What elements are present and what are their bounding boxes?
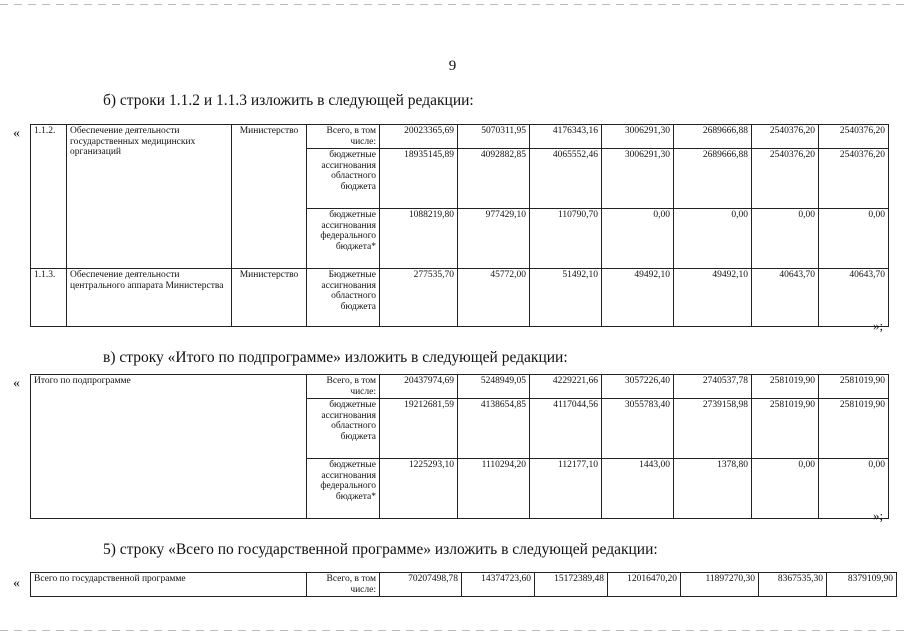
row-label: Всего, в том числе: — [307, 125, 380, 149]
cell-value: 2689666,88 — [674, 125, 752, 149]
row-code: 1.1.3. — [31, 269, 67, 327]
row-label: бюджетные ассигнования федерального бюджета* — [307, 459, 380, 519]
cell-value: 2540376,20 — [819, 149, 889, 209]
cell-value: 1110294,20 — [458, 459, 530, 519]
cell-value: 4065552,46 — [530, 149, 602, 209]
cell-value: 0,00 — [819, 209, 889, 269]
row-name: Всего по государственной программе — [31, 573, 307, 597]
row-label: Всего, в том числе: — [307, 375, 380, 399]
row-label: бюджетные ассигнования федерального бюджета* — [307, 209, 380, 269]
cell-value: 0,00 — [602, 209, 674, 269]
cell-value: 2581019,90 — [752, 399, 819, 459]
cell-value: 4229221,66 — [530, 375, 602, 399]
cell-value: 70207498,78 — [380, 573, 462, 597]
cell-value: 1378,80 — [674, 459, 752, 519]
section-5-heading: 5) строку «Всего по государственной программе» изложить в следующей редакции: — [103, 541, 658, 558]
cell-value: 2581019,90 — [752, 375, 819, 399]
row-label: Бюджетные ассигнования областного бюджета — [307, 269, 380, 327]
cell-value: 8367535,30 — [759, 573, 827, 597]
cell-value: 4176343,16 — [530, 125, 602, 149]
section-v-table — [30, 374, 889, 519]
cell-value: 3057226,40 — [602, 375, 674, 399]
cell-value: 49492,10 — [674, 269, 752, 327]
row-name: Обеспечение деятельности государственных медицинских организаций — [67, 125, 232, 269]
cell-value: 2581019,90 — [819, 399, 889, 459]
table-row — [31, 269, 889, 327]
scan-edge-bottom — [0, 630, 905, 631]
row-label: бюджетные ассигнования областного бюджета — [307, 399, 380, 459]
cell-value: 40643,70 — [752, 269, 819, 327]
cell-value: 112177,10 — [530, 459, 602, 519]
section-v-heading: в) строку «Итого по подпрограмме» изложить в следующей редакции: — [103, 349, 568, 366]
cell-value: 40643,70 — [819, 269, 889, 327]
cell-value: 1088219,80 — [380, 209, 458, 269]
cell-value: 110790,70 — [530, 209, 602, 269]
cell-value: 4117044,56 — [530, 399, 602, 459]
cell-value: 2540376,20 — [752, 149, 819, 209]
cell-value: 20437974,69 — [380, 375, 458, 399]
section-v-open-quote: « — [13, 376, 20, 391]
row-dept: Министерство — [232, 125, 307, 269]
cell-value: 977429,10 — [458, 209, 530, 269]
section-b-close-quote: »; — [873, 318, 884, 333]
row-name: Итого по подпрограмме — [31, 375, 307, 519]
cell-value: 12016470,20 — [608, 573, 681, 597]
row-label: Всего, в том числе: — [307, 573, 380, 597]
cell-value: 14374723,60 — [462, 573, 535, 597]
cell-value: 15172389,48 — [535, 573, 608, 597]
cell-value: 20023365,69 — [380, 125, 458, 149]
cell-value: 5070311,95 — [458, 125, 530, 149]
cell-value: 11897270,30 — [681, 573, 759, 597]
row-code: 1.1.2. — [31, 125, 67, 269]
cell-value: 49492,10 — [602, 269, 674, 327]
cell-value: 3006291,30 — [602, 125, 674, 149]
cell-value: 277535,70 — [380, 269, 458, 327]
table-row — [31, 125, 889, 149]
cell-value: 2540376,20 — [752, 125, 819, 149]
cell-value: 8379109,90 — [827, 573, 897, 597]
cell-value: 45772,00 — [458, 269, 530, 327]
cell-value: 0,00 — [752, 209, 819, 269]
cell-value: 4092882,85 — [458, 149, 530, 209]
cell-value: 2540376,20 — [819, 125, 889, 149]
cell-value: 2581019,90 — [819, 375, 889, 399]
cell-value: 19212681,59 — [380, 399, 458, 459]
cell-value: 4138654,85 — [458, 399, 530, 459]
section-b-heading: б) строки 1.1.2 и 1.1.3 изложить в следующей редакции: — [103, 92, 474, 109]
cell-value: 5248949,05 — [458, 375, 530, 399]
table-row — [31, 573, 897, 597]
cell-value: 1225293,10 — [380, 459, 458, 519]
scan-edge-top — [0, 4, 905, 5]
page-number: 9 — [448, 58, 457, 74]
section-b-table — [30, 124, 889, 327]
cell-value: 18935145,89 — [380, 149, 458, 209]
cell-value: 0,00 — [674, 209, 752, 269]
cell-value: 3006291,30 — [602, 149, 674, 209]
cell-value: 1443,00 — [602, 459, 674, 519]
table-row — [31, 375, 889, 399]
cell-value: 0,00 — [819, 459, 889, 519]
section-v-close-quote: »; — [873, 508, 884, 523]
cell-value: 2689666,88 — [674, 149, 752, 209]
row-name: Обеспечение деятельности центрального аппарата Министерства — [67, 269, 232, 327]
cell-value: 2740537,78 — [674, 375, 752, 399]
cell-value: 2739158,98 — [674, 399, 752, 459]
cell-value: 3055783,40 — [602, 399, 674, 459]
cell-value: 0,00 — [752, 459, 819, 519]
section-5-table — [30, 572, 897, 597]
cell-value: 51492,10 — [530, 269, 602, 327]
row-dept: Министерство — [232, 269, 307, 327]
row-label: бюджетные ассигнования областного бюджета — [307, 149, 380, 209]
section-5-open-quote: « — [13, 576, 20, 591]
section-b-open-quote: « — [13, 126, 20, 141]
